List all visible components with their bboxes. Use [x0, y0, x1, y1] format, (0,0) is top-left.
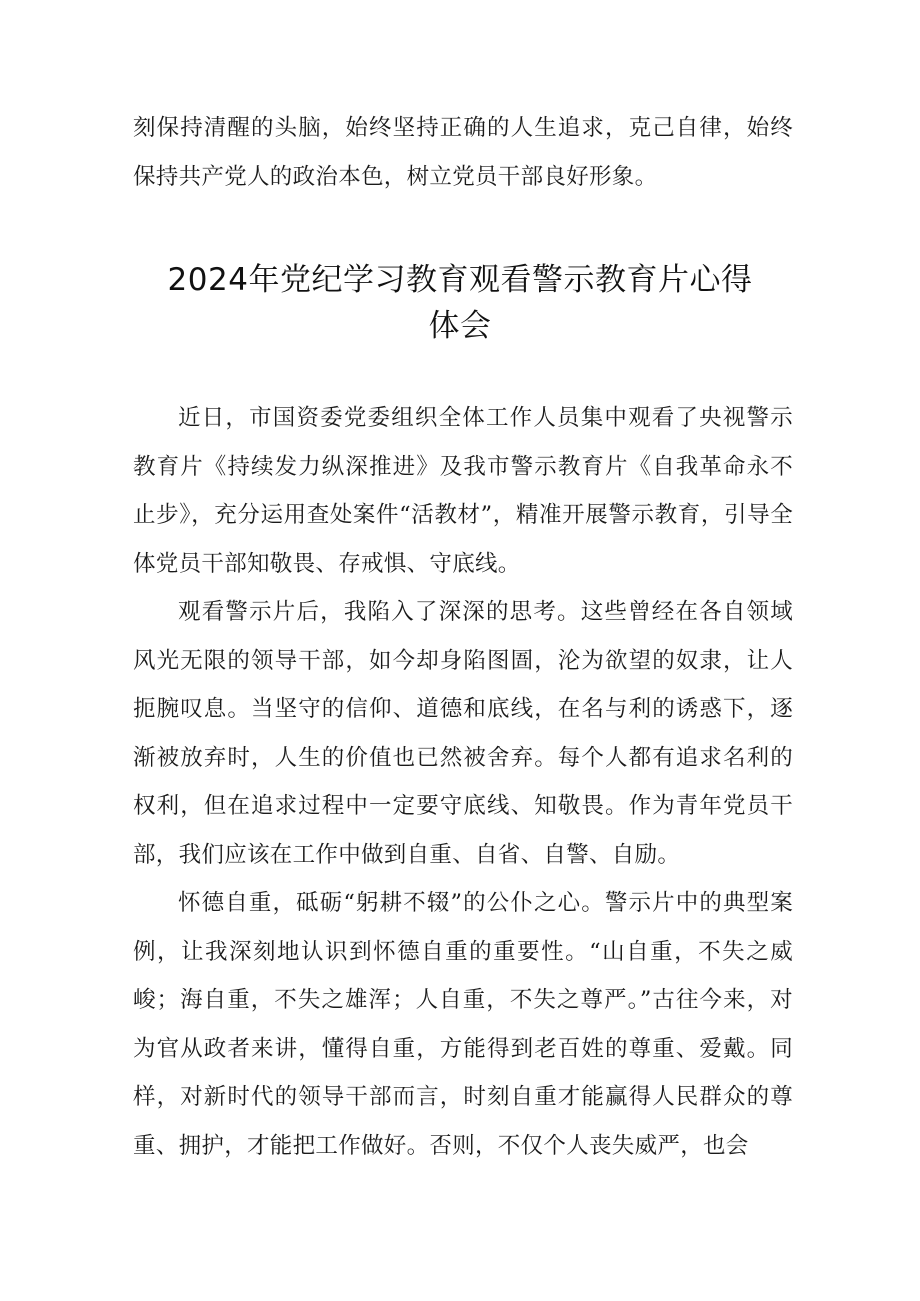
body-paragraph-1: 近日，市国资委党委组织全体工作人员集中观看了央视警示教育片《持续发力纵深推进》及我市警示教育片《自我革命永不止步》，充分运用查处案件“活教材”，精准开展警示教育，引导全体党员干部知敬畏、存戒惧、守底线。: [133, 405, 793, 577]
continuation-paragraph: 刻保持清醒的头脑，始终坚持正确的人生追求，克己自律，始终保持共产党人的政治本色，树立党员干部良好形象。: [133, 115, 793, 190]
title-line-2: 体会: [428, 308, 492, 344]
body-paragraph-2: 观看警示片后，我陷入了深深的思考。这些曾经在各自领域风光无限的领导干部，如今却身陷图圄，沦为欲望的奴隶，让人扼腕叹息。当坚守的信仰、道德和底线，在名与利的诱惑下，逐渐被放弃时，人生的价值也已然被舍弃。每个人都有追求名利的权利，但在追求过程中一定要守底线、知敬畏。作为青年党员干部，我们应该在工作中做到自重、自省、自警、自励。: [133, 599, 793, 868]
document-title: [120, 257, 800, 349]
body-paragraph-3: 怀德自重，砥砺“躬耕不辍”的公仆之心。警示片中的典型案例，让我深刻地认识到怀德自重的重要性。“山自重，不失之威峻；海自重，不失之雄浑；人自重，不失之尊严。”古往今来，对为官从政者来讲，懂得自重，方能得到老百姓的尊重、爱戴。同样，对新时代的领导干部而言，时刻自重才能赢得人民群众的尊重、拥护，才能把工作做好。否则，不仅个人丧失威严，也会: [133, 890, 793, 1159]
document-body: [133, 394, 793, 1170]
title-line-1: 2024年党纪学习教育观看警示教育片心得: [167, 262, 753, 298]
